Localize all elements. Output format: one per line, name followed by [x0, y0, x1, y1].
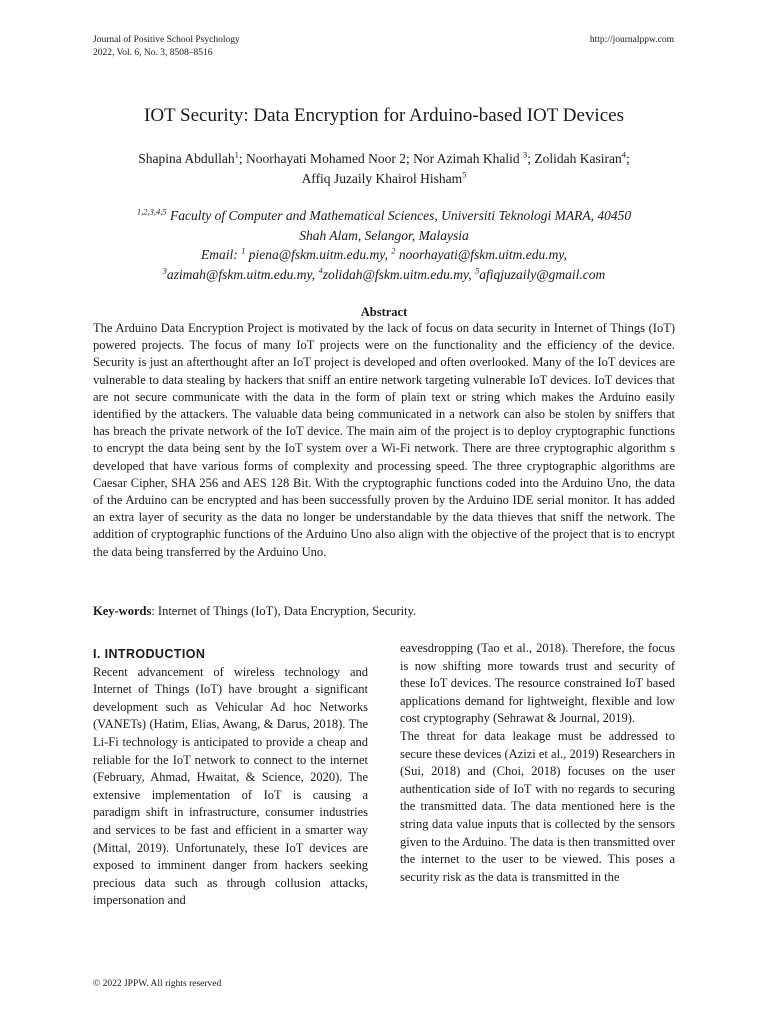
keywords — [93, 603, 675, 620]
email-line-2: $^3$azimah@fskm.uitm.edu.my, $^4$zolidah@fskm.uitm.edu.my, $^5$afiqjuzaily@gmail.com — [162, 265, 606, 282]
intro-paragraph-2: eavesdropping (Tao et al., 2018). Therefore, the focus is now shifting more towards trust and security of these IoT devices. The resource constrained IoT based applications demand for lightweight, flexible and low cost cryptography (Sehrawat & Journal, 2019). — [400, 641, 675, 726]
journal-header — [93, 34, 240, 59]
paper-title: IOT Security: Data Encryption for Arduino-based IOT Devices — [144, 105, 624, 126]
author-list — [70, 149, 698, 189]
copyright-footer: © 2022 JPPW. All rights reserved — [93, 979, 222, 989]
intro-paragraph-1: Recent advancement of wireless technology and Internet of Things (IoT) have brought a significant development such as Vehicular Ad hoc Networks (VANETs) (Hatim, Elias, Awang, & Darus, 2018). The Li-Fi technology is anticipated to provide a cheap and reliable for the IoT network to connect to the internet (February, Ahmad, Hwaitat, & Science, 2020). The extensive implementation of IoT is causing a paradigm shift in infrastructure, consumer industries and services to be fast and efficient in a smarter way (Mittal, 2019). Unfortunately, these IoT devices are exposed to imminent danger from hackers seeking precious data such as through collusion attacks, impersonation and — [93, 664, 368, 908]
keywords-text: : Internet of Things (IoT), Data Encryption, Security. — [151, 604, 417, 618]
affiliation-line-2: Shah Alam, Selangor, Malaysia — [299, 227, 469, 243]
right-column — [400, 640, 675, 886]
abstract-heading: Abstract — [360, 305, 408, 319]
intro-paragraph-3: The threat for data leakage must be addressed to secure these devices (Azizi et al., 2019) Researchers in (Sui, 2018) and (Choi, 2018) focuses on the user authentication side of IoT with no regards to securing the transmitted data. The data mentioned here is the string data value inputs that is collected by the sensors given to the Arduino. The data is then transmitted over the internet to the user to be viewed. This poses a security risk as the data is transmitted in the — [400, 728, 675, 884]
affiliation — [70, 206, 698, 284]
abstract-body: The Arduino Data Encryption Project is motivated by the lack of focus on data security in Internet of Things (IoT) powered projects. The focus of many IoT projects were on the functionality and the efficiency of the device. Security is just an afterthought after an IoT project is developed and often overlooked. Many of the IoT devices are vulnerable to data stealing by hackers that sniff an entire network targeting vulnerable IoT devices. IoT devices that are not secure communicate with the data in the form of plain text or string which makes the Arduino easily identified by the attackers. The valuable data being communicated in a network can also be stolen by sniffers that has breach the private network of the IoT device. The main aim of the project is to deploy cryptographic functions to encrypt the data being sent by the IoT system over a Wi-Fi network. There are three cryptographic algorithm s developed that have various forms of complexity and processing speed. The three cryptographic algorithms are Caesar Cipher, SHA 256 and AES 128 Bit. With the cryptographic functions coded into the Arduino Uno, the data of the Arduino can be encrypted and has been successfully proven by the Arduino IDE serial monitor. It has added an extra layer of security as the data no longer be understandable by the data thieves that sniff the network. The addition of cryptographic functions of the Arduino Uno also align with the objective of the project that is to encrypt the data being transferred by the Arduino Uno. — [93, 321, 675, 559]
journal-volume: 2022, Vol. 6, No. 3, 8508–8516 — [93, 47, 213, 58]
left-column — [93, 640, 368, 910]
keywords-label: Key-words — [93, 604, 152, 618]
section-heading-introduction: I. INTRODUCTION — [93, 647, 206, 661]
journal-url[interactable]: http://journalppw.com — [589, 35, 674, 45]
email-line-1: Email: $^1$ piena@fskm.uitm.edu.my, $^2$ noorhayati@fskm.uitm.edu.my, — [200, 245, 568, 262]
author-line-2: Affiq Juzaily Khairol Hisham$^5$ — [301, 169, 467, 186]
affiliation-line-1: $^{1,2,3,4,5}$ Faculty of Computer and Mathematical Sciences, Universiti Teknologi MARA, 40450 — [136, 206, 632, 223]
author-line-1: Shapina Abdullah$^1$; Noorhayati Mohamed Noor 2; Nor Azimah Khalid $^3$; Zolidah Kasiran$^4$; — [138, 149, 630, 166]
journal-name: Journal of Positive School Psychology — [93, 35, 240, 45]
